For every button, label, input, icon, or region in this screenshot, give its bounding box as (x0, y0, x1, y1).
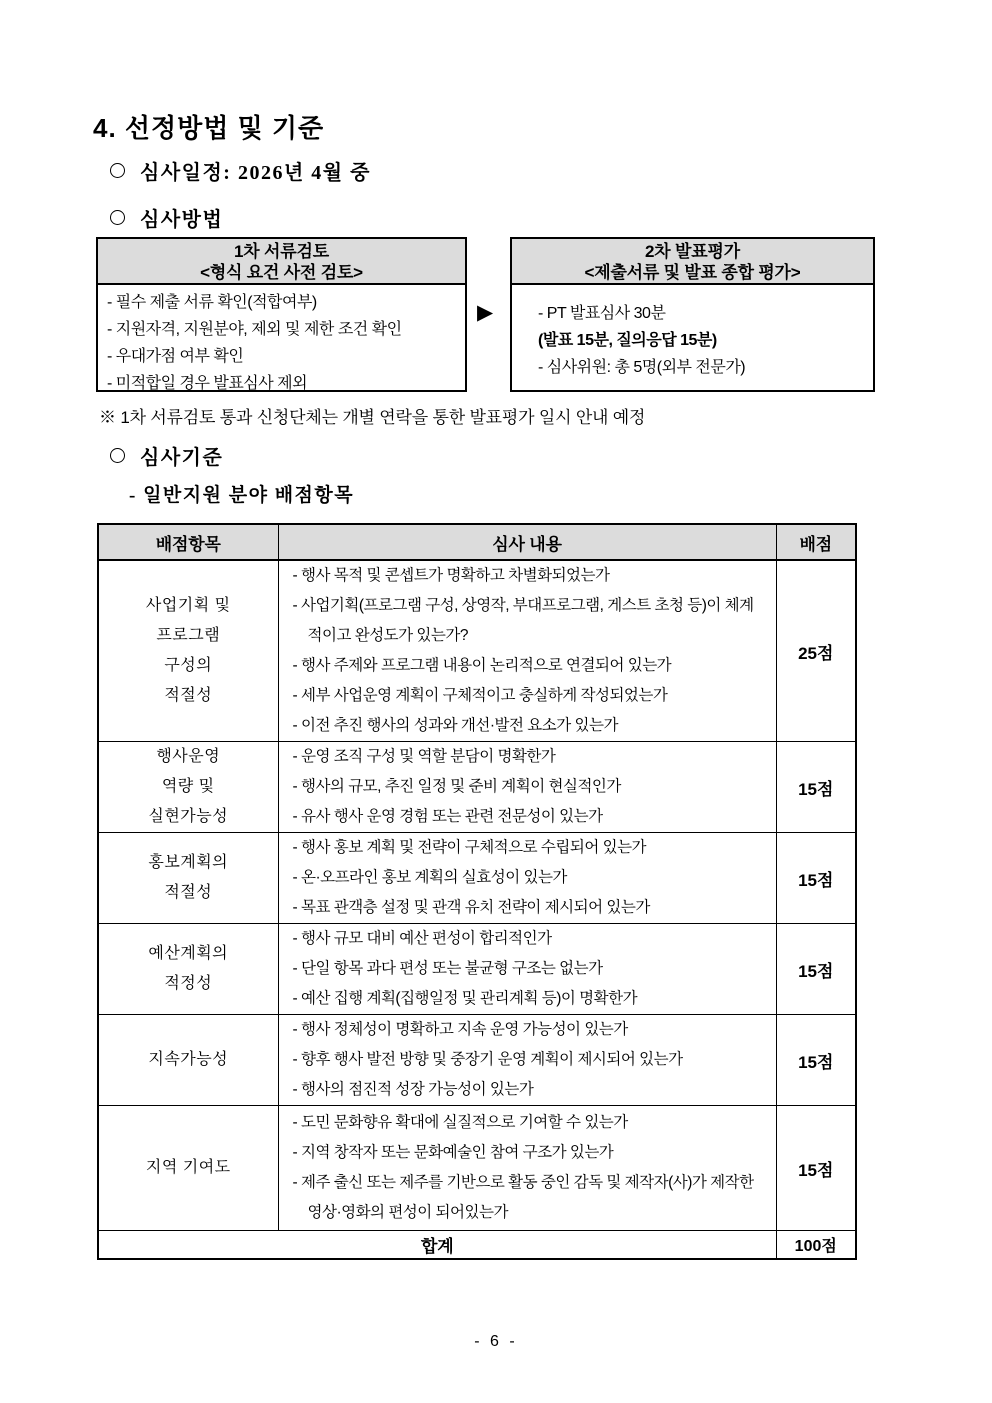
criteria-bullet: - 유사 행사 운영 경험 또는 관련 전문성이 있는가 (292, 808, 603, 825)
criteria-bullet: - 향후 행사 발전 방향 및 중장기 운영 계획이 제시되어 있는가 (292, 1051, 683, 1068)
criteria-sub-line: - 일반지원 분야 배점항목 (129, 485, 355, 506)
flow-box-item: - 심사위원: 총 5명(외부 전문가) (538, 359, 746, 376)
category-line: 적정성 (164, 975, 213, 992)
flow-box-item: - 우대가점 여부 확인 (107, 348, 244, 365)
criteria-content-cell (278, 833, 776, 924)
criteria-bullet: - 예산 집행 계획(집행일정 및 관리계획 등)이 명확한가 (292, 990, 638, 1007)
criteria-bullet: - 행사 주제와 프로그램 내용이 논리적으로 연결되어 있는가 (292, 657, 672, 674)
category-line: 행사운영 (156, 748, 221, 765)
total-label: 합계 (98, 1231, 776, 1259)
flow-box-second-evaluation (510, 237, 875, 392)
category-line: 구성의 (164, 657, 213, 674)
category-cell (98, 833, 278, 924)
header-category: 배점항목 (98, 524, 278, 560)
criteria-bullet: - 목표 관객층 설정 및 관객 유치 전략이 제시되어 있는가 (292, 899, 650, 916)
flow-box2-items (512, 285, 873, 381)
table-row (98, 1015, 856, 1106)
score-cell: 15점 (776, 1106, 856, 1231)
category-cell (98, 924, 278, 1015)
category-cell (98, 1015, 278, 1106)
category-cell (98, 560, 278, 742)
right-arrow-icon: ▶ (477, 301, 494, 324)
header-score: 배점 (776, 524, 856, 560)
criteria-line (110, 441, 223, 470)
criteria-bullet: - 행사의 규모, 추진 일정 및 준비 계획이 현실적인가 (292, 778, 621, 795)
flow-box-item: (발표 15분, 질의응답 15분) (538, 332, 717, 349)
note-line: ※ 1차 서류검토 통과 신청단체는 개별 연락을 통한 발표평가 일시 안내 예정 (99, 408, 646, 427)
criteria-bullet: - 세부 사업운영 계획이 구체적이고 충실하게 작성되었는가 (292, 687, 668, 704)
schedule-text: 심사일정: 2026년 4월 중 (140, 162, 371, 184)
flow-box2-subtitle: <제출서류 및 발표 종합 평가> (584, 263, 801, 282)
category-line: 실현가능성 (148, 808, 229, 825)
criteria-bullet: - 도민 문화향유 확대에 실질적으로 기여할 수 있는가 (292, 1114, 628, 1131)
category-cell (98, 742, 278, 833)
circle-bullet-icon (110, 163, 125, 178)
score-cell: 15점 (776, 924, 856, 1015)
table-row (98, 833, 856, 924)
category-line: 예산계획의 (148, 945, 229, 962)
score-cell: 25점 (776, 560, 856, 742)
criteria-bullet: - 지역 창작자 또는 문화예술인 참여 구조가 있는가 (292, 1144, 614, 1161)
flow-box1-title: 1차 서류검토 (234, 242, 329, 261)
criteria-content-cell (278, 1015, 776, 1106)
criteria-content-cell (278, 924, 776, 1015)
flow-box-item: - PT 발표심사 30분 (538, 305, 666, 322)
category-line: 적절성 (164, 687, 213, 704)
criteria-content-cell (278, 742, 776, 833)
flow-box2-title: 2차 발표평가 (645, 242, 740, 261)
category-line: 지속가능성 (148, 1051, 229, 1068)
category-line: 홍보계획의 (148, 854, 229, 871)
page-number: - 6 - (474, 1333, 518, 1350)
criteria-bullet: - 행사 규모 대비 예산 편성이 합리적인가 (292, 930, 552, 947)
table-header-row (98, 524, 856, 560)
flow-box-first-review (96, 237, 467, 392)
criteria-bullet: - 이전 추진 행사의 성과와 개선·발전 요소가 있는가 (292, 717, 618, 734)
flow-box1-items (98, 285, 465, 392)
criteria-table-body (98, 560, 856, 1259)
category-cell (98, 1106, 278, 1231)
criteria-table (97, 523, 857, 1260)
method-text: 심사방법 (140, 209, 224, 231)
category-line: 지역 기여도 (145, 1159, 231, 1176)
criteria-bullet: - 온·오프라인 홍보 계획의 실효성이 있는가 (292, 869, 567, 886)
flow-box-item: - 미적합일 경우 발표심사 제외 (107, 375, 308, 392)
criteria-bullet: - 행사 홍보 계획 및 전략이 구체적으로 수립되어 있는가 (292, 839, 647, 856)
criteria-bullet: - 제주 출신 또는 제주를 기반으로 활동 중인 감독 및 제작자(사)가 제작한 영상·영화의 편성이 되어있는가 (292, 1174, 754, 1221)
header-content: 심사 내용 (278, 524, 776, 560)
criteria-bullet: - 행사 목적 및 콘셉트가 명확하고 차별화되었는가 (292, 567, 610, 584)
flow-box2-header (512, 239, 873, 285)
total-score: 100점 (776, 1231, 856, 1259)
schedule-line (110, 156, 371, 185)
total-row (98, 1231, 856, 1259)
score-cell: 15점 (776, 833, 856, 924)
flow-box1-subtitle: <형식 요건 사전 검토> (200, 263, 363, 282)
table-row (98, 742, 856, 833)
category-line: 프로그램 (156, 627, 221, 644)
score-cell: 15점 (776, 1015, 856, 1106)
criteria-text: 심사기준 (140, 447, 224, 469)
criteria-content-cell (278, 560, 776, 742)
method-line (110, 203, 223, 232)
criteria-content-cell (278, 1106, 776, 1231)
category-line: 적절성 (164, 884, 213, 901)
table-row (98, 560, 856, 742)
flow-box-item: - 지원자격, 지원분야, 제외 및 제한 조건 확인 (107, 321, 402, 338)
category-line: 사업기획 및 (145, 597, 231, 614)
circle-bullet-icon (110, 210, 125, 225)
criteria-bullet: - 행사의 점진적 성장 가능성이 있는가 (292, 1081, 534, 1098)
criteria-bullet: - 운영 조직 구성 및 역할 분담이 명확한가 (292, 748, 556, 765)
table-row (98, 924, 856, 1015)
flow-box-item: - 필수 제출 서류 확인(적합여부) (107, 294, 317, 311)
flow-box1-header (98, 239, 465, 285)
category-line: 역량 및 (161, 778, 215, 795)
table-row (98, 1106, 856, 1231)
circle-bullet-icon (110, 448, 125, 463)
criteria-bullet: - 단일 항목 과다 편성 또는 불균형 구조는 없는가 (292, 960, 603, 977)
score-cell: 15점 (776, 742, 856, 833)
criteria-bullet: - 행사 정체성이 명확하고 지속 운영 가능성이 있는가 (292, 1021, 628, 1038)
criteria-bullet: - 사업기획(프로그램 구성, 상영작, 부대프로그램, 게스트 초청 등)이 체계적이고 완성도가 있는가? (292, 597, 754, 644)
page-title: 4. 선정방법 및 기준 (93, 113, 325, 143)
